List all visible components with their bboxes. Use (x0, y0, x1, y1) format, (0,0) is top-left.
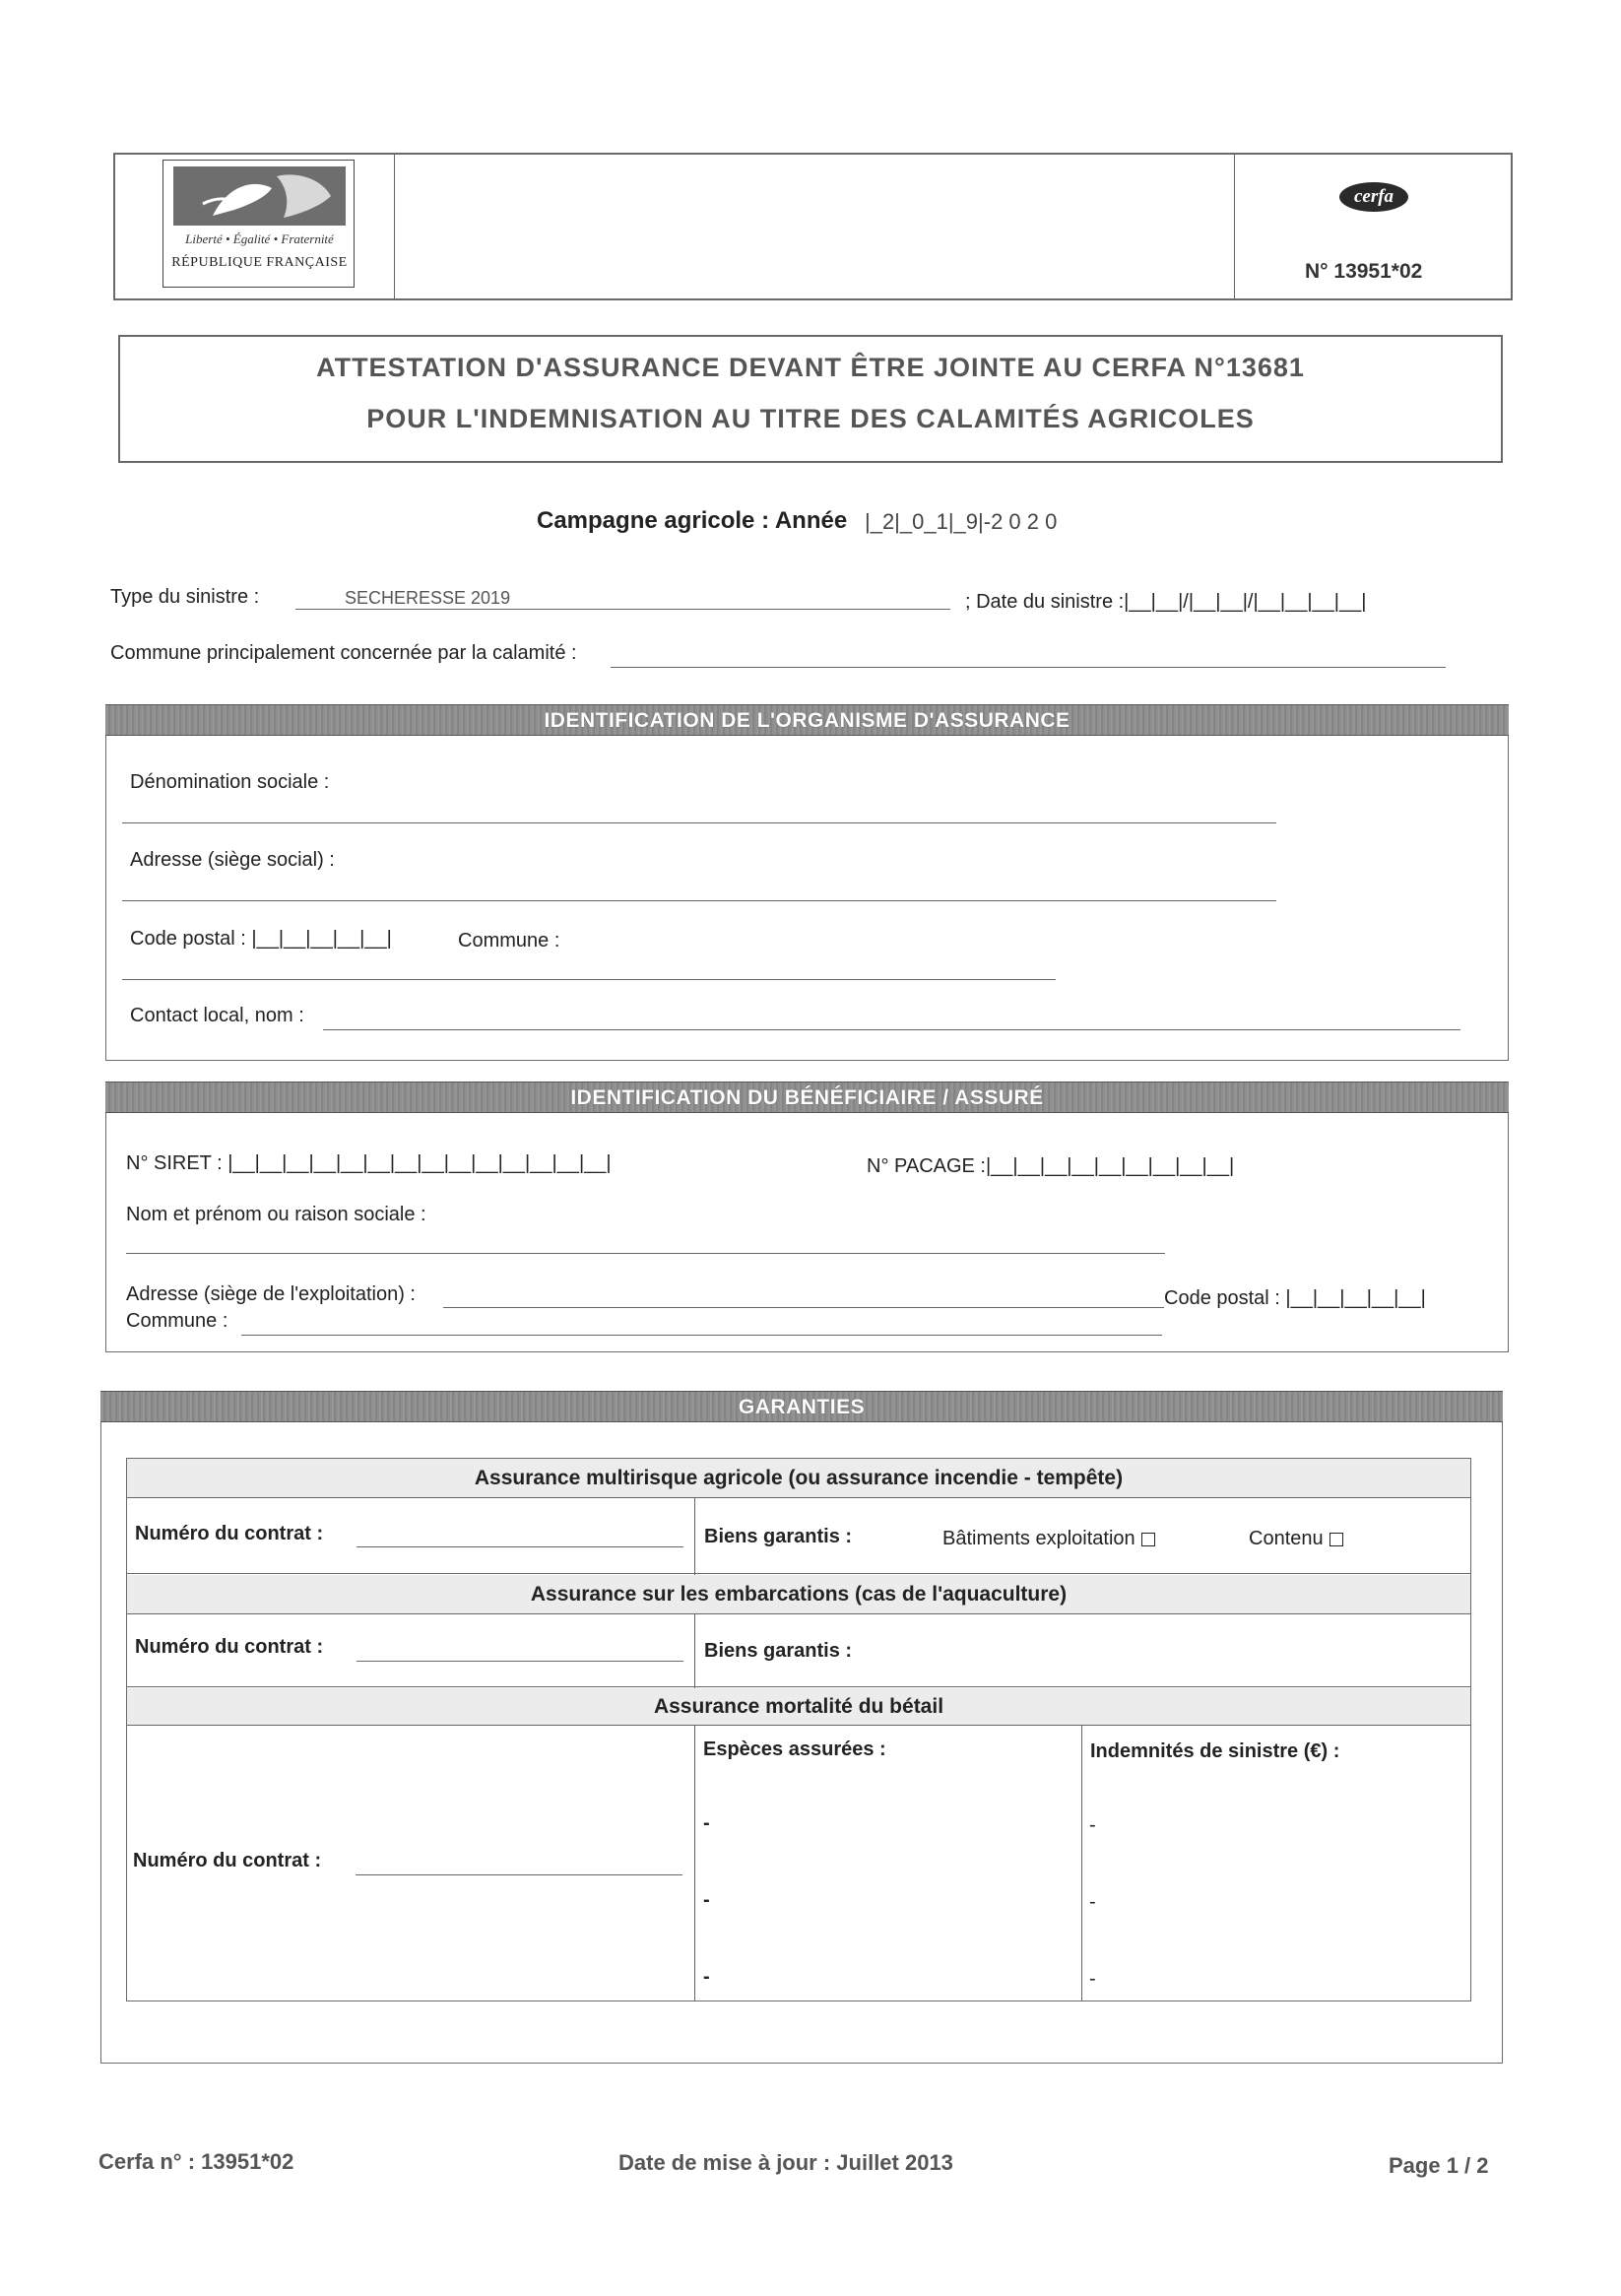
multirisque-heading: Assurance multirisque agricole (ou assurance incendie - tempête) (127, 1459, 1470, 1498)
sinistre-date-label[interactable]: ; Date du sinistre :|__|__|/|__|__|/|__|__|__|__| (965, 591, 1367, 613)
commune-beneficiaire-field[interactable] (241, 1335, 1162, 1336)
code-postal-organisme-label[interactable]: Code postal : |__|__|__|__|__| (130, 928, 392, 950)
mortalite-contrat-label: Numéro du contrat : (133, 1850, 322, 1871)
denomination-field[interactable] (122, 822, 1276, 823)
embarcations-contrat-label: Numéro du contrat : (135, 1636, 324, 1658)
mortalite-contrat-field[interactable] (356, 1874, 682, 1875)
indemnites-label: Indemnités de sinistre (€) : (1090, 1740, 1340, 1762)
organisme-heading: IDENTIFICATION DE L'ORGANISME D'ASSURANCE (105, 704, 1509, 736)
denomination-label: Dénomination sociale : (130, 771, 330, 793)
cerfa-badge: cerfa (1339, 182, 1408, 212)
indemnites-dash-2[interactable]: - (1089, 1891, 1096, 1913)
adresse-exploitation-field[interactable] (443, 1307, 1164, 1308)
indemnites-dash-3[interactable]: - (1089, 1968, 1096, 1990)
title-line-2: POUR L'INDEMNISATION AU TITRE DES CALAMITÉS AGRICOLES (366, 404, 1255, 433)
logo-name: RÉPUBLIQUE FRANÇAISE (171, 255, 348, 270)
campaign-label: Campagne agricole : Année (537, 507, 848, 534)
adresse-siege-label: Adresse (siège social) : (130, 849, 335, 871)
marianne-icon (173, 166, 346, 226)
contenu-checkbox[interactable] (1329, 1533, 1343, 1546)
contenu-option-label: Contenu (1249, 1528, 1324, 1549)
indemnites-dash-1[interactable]: - (1089, 1814, 1096, 1836)
adresse-exploitation-label: Adresse (siège de l'exploitation) : (126, 1283, 416, 1305)
footer-page: Page 1 / 2 (1389, 2153, 1489, 2178)
commune-calamite-field[interactable] (611, 667, 1446, 668)
especes-dash-2[interactable]: - (703, 1889, 710, 1911)
code-postal-beneficiaire-label[interactable]: Code postal : |__|__|__|__|__| (1164, 1287, 1426, 1309)
organisme-section (105, 704, 1509, 1061)
cerfa-number: N° 13951*02 (1305, 260, 1423, 283)
siret-label[interactable]: N° SIRET : |__|__|__|__|__|__|__|__|__|__|__|__|__|__| (126, 1152, 612, 1174)
mortalite-divider-2 (1081, 1726, 1082, 2001)
multirisque-contrat-field[interactable] (357, 1546, 683, 1547)
especes-dash-3[interactable]: - (703, 1966, 710, 1988)
commune-organisme-label: Commune : (458, 930, 560, 951)
logo-motto: Liberté • Égalité • Fraternité (185, 231, 334, 246)
batiments-option-label: Bâtiments exploitation (942, 1528, 1135, 1549)
header-divider-right (1234, 153, 1235, 300)
nom-prenom-field[interactable] (126, 1253, 1165, 1254)
commune-calamite-label: Commune principalement concernée par la calamité : (110, 642, 577, 664)
contact-local-field[interactable] (323, 1029, 1460, 1030)
embarcations-contrat-field[interactable] (357, 1661, 683, 1662)
contenu-option[interactable] (1249, 1528, 1343, 1550)
multirisque-contrat-label: Numéro du contrat : (135, 1523, 324, 1544)
header-divider-left (394, 153, 395, 300)
footer-cerfa: Cerfa n° : 13951*02 (98, 2149, 294, 2174)
garanties-heading: GARANTIES (100, 1391, 1503, 1422)
mortalite-heading: Assurance mortalité du bétail (127, 1688, 1470, 1726)
footer-date: Date de mise à jour : Juillet 2013 (618, 2150, 953, 2175)
adresse-siege-field[interactable] (122, 900, 1276, 901)
embarcations-row-separator (127, 1686, 1470, 1687)
title-line-1: ATTESTATION D'ASSURANCE DEVANT ÊTRE JOINTE AU CERFA N°13681 (316, 353, 1305, 382)
multirisque-biens-label: Biens garantis : (704, 1526, 853, 1547)
embarcations-heading: Assurance sur les embarcations (cas de l'aquaculture) (127, 1575, 1470, 1614)
contact-local-label: Contact local, nom : (130, 1005, 304, 1026)
pacage-label[interactable]: N° PACAGE :|__|__|__|__|__|__|__|__|__| (867, 1155, 1235, 1177)
sinistre-type-value[interactable]: SECHERESSE 2019 (345, 588, 511, 608)
especes-dash-1[interactable]: - (703, 1812, 710, 1834)
batiments-checkbox[interactable] (1141, 1533, 1155, 1546)
commune-beneficiaire-label: Commune : (126, 1310, 228, 1332)
embarcations-divider (694, 1614, 695, 1688)
sinistre-type-field[interactable] (295, 609, 950, 610)
republique-logo (162, 160, 355, 288)
batiments-option[interactable] (942, 1528, 1155, 1550)
multirisque-row-separator (127, 1573, 1470, 1574)
multirisque-divider (694, 1498, 695, 1575)
embarcations-biens-label: Biens garantis : (704, 1640, 853, 1662)
especes-label: Espèces assurées : (703, 1738, 886, 1760)
campaign-year-value[interactable]: |_2|_0_1|_9|-2 0 2 0 (865, 509, 1058, 534)
commune-organisme-field[interactable] (122, 979, 1056, 980)
nom-prenom-label: Nom et prénom ou raison sociale : (126, 1204, 426, 1225)
sinistre-type-label: Type du sinistre : (110, 586, 260, 608)
beneficiaire-heading: IDENTIFICATION DU BÉNÉFICIAIRE / ASSURÉ (105, 1082, 1509, 1113)
mortalite-divider-1 (694, 1726, 695, 2001)
